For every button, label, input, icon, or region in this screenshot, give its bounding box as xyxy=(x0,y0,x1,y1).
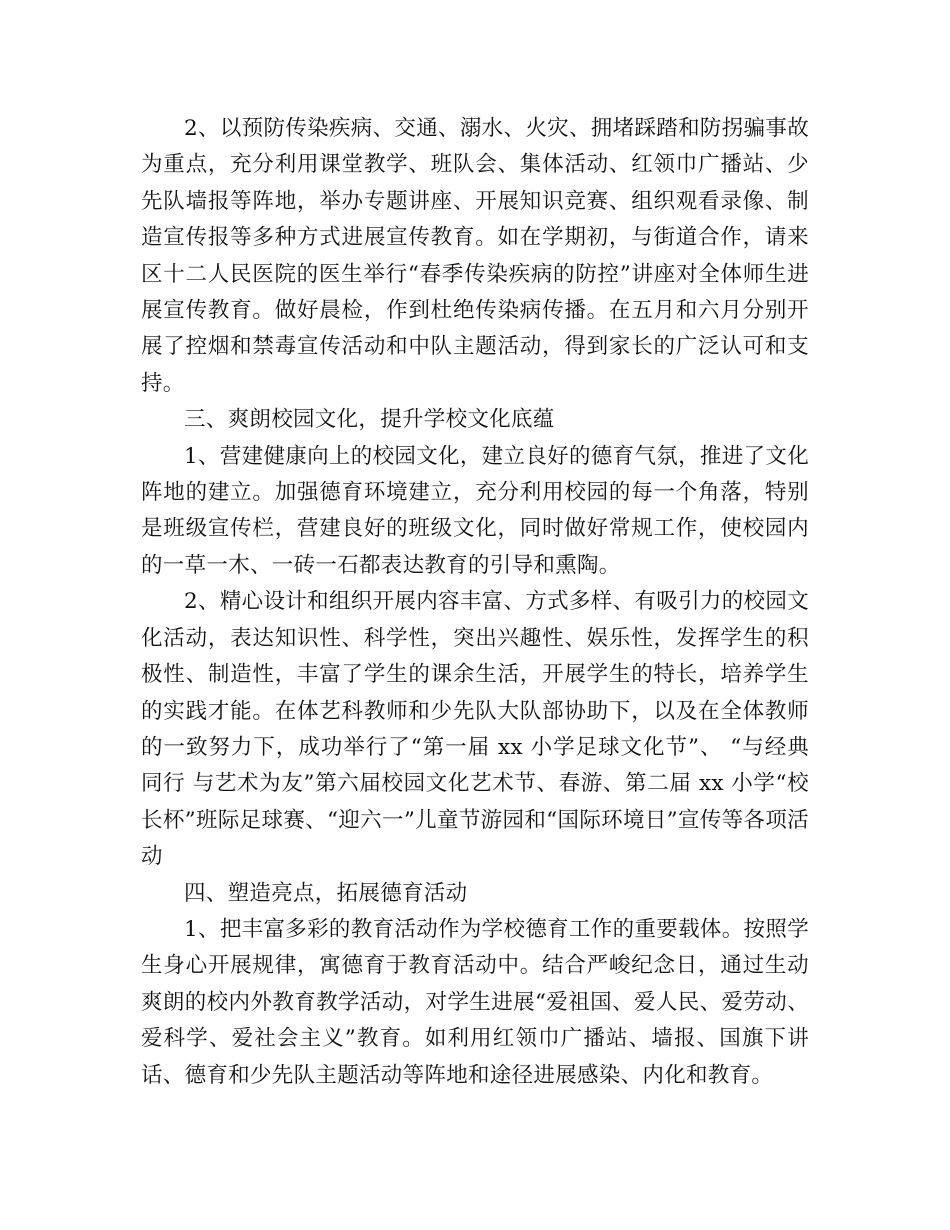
section-heading-campus-culture: 三、爽朗校园文化，提升学校文化底蕴 xyxy=(184,407,555,433)
section-heading-moral-activities: 四、塑造亮点，拓展德育活动 xyxy=(184,880,468,906)
paragraph-campus-culture-environment: 1、营建健康向上的校园文化，建立良好的德育气氛，推进了文化阵地的建立。加强德育环境建立，充分利用校园的每一个角落，特别是班级宣传栏，营建良好的班级文化，同时做好常规工作，使校园内的一草一木、一砖一石都表达教育的引导和熏陶。 xyxy=(141,443,809,578)
document-body xyxy=(141,111,809,1094)
paragraph-campus-culture-activities: 2、精心设计和组织开展内容丰富、方式多样、有吸引力的校园文化活动，表达知识性、科学性，突出兴趣性、娱乐性，发挥学生的积极性、制造性，丰富了学生的课余生活，开展学生的特长，培养学生的实践才能。在体艺科教师和少先队大队部协助下，以及在全体教师的一致努力下，成功举行了“第一届 xx 小学足球文化节”、 “与经典同行 与艺术为友”第六届校园文化艺术节、春游、第二届 xx 小学“校长杯”班际足球赛、“迎六一”儿童节游园和“国际环境日”宣传等各项活动 xyxy=(141,589,809,870)
paragraph-safety-education: 2、以预防传染疾病、交通、溺水、火灾、拥堵踩踏和防拐骗事故为重点，充分利用课堂教学、班队会、集体活动、红领巾广播站、少先队墙报等阵地，举办专题讲座、开展知识竞赛、组织观看录像、制造宣传报等多种方式进展宣传教育。如在学期初，与街道合作，请来区十二人民医院的医生举行“春季传染疾病的防控”讲座对全体师生进展宣传教育。做好晨检，作到杜绝传染病传播。在五月和六月分别开展了控烟和禁毒宣传活动和中队主题活动，得到家长的广泛认可和支持。 xyxy=(141,116,809,396)
paragraph-moral-education-activities: 1、把丰富多彩的教育活动作为学校德育工作的重要载体。按照学生身心开展规律，寓德育于教育活动中。结合严峻纪念日，通过生动爽朗的校内外教育教学活动，对学生进展“爱祖国、爱人民、爱劳动、爱科学、爱社会主义”教育。如利用红领巾广播站、墙报、国旗下讲话、德育和少先队主题活动等阵地和途径进展感染、内化和教育。 xyxy=(141,916,809,1088)
